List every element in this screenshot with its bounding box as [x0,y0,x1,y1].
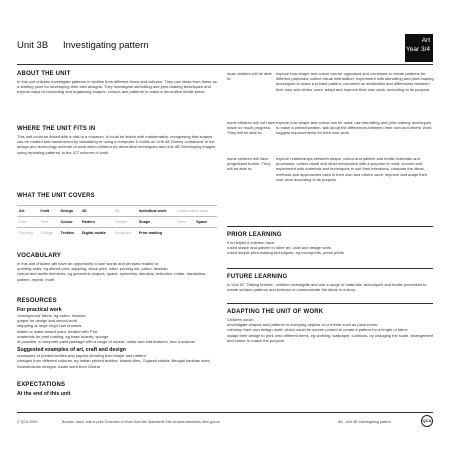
list-item: • printing skills, eg stencil print, stippling, block print, roller, printing ink, calico, hessian [17,266,217,271]
practical-heading: For practical work [17,307,62,313]
covers-cell: Form [175,217,194,228]
footer-divider [17,412,433,413]
footer-notice: Browse, save, edit or print Schemes of Work from the Standards Site at www.standards.dfes.gov.uk [62,420,221,424]
prior-divider [227,226,433,227]
covers-cell: Space [194,217,217,228]
list-item: • designs from different cultures, eg Indian printed textiles, Islamic tiles, Gujarati shisha, Bengali kanthas work, Scandinavian designs, Asafo work from Ghana [17,358,217,368]
covers-cell: Sculpture [113,228,137,239]
about-section [17,71,217,95]
vocab-section [17,253,217,282]
list-item: • investigate shapes and patterns in everyday objects on a theme such as plant forms [227,322,434,327]
covers-cell: Line [17,217,38,228]
covers-cell: Art [17,206,38,217]
future-heading: FUTURE LEARNING [227,274,288,280]
covers-cell: Collaborative work [175,206,217,217]
covers-cell: Individual work [137,206,175,217]
level-text-some-further: explore relationships between shape, colour and pattern and textile materials and processes; collect visual and other information with a purpose in mind; choose and experiment with materials and techniques to suit their intentions; compare the ideas, methods and approaches used in their own and others' work; improve and adapt their own work according to its purpose [276,156,428,182]
vocab-list [17,266,217,282]
fits-section [17,126,217,155]
covers-cell: Digital media [80,228,113,239]
list-item: • used shape and pattern in other art, craft and design work [227,245,434,250]
covers-row [17,206,217,217]
fits-text: This unit could be linked with a visit to a museum. It could be linked with mathematics: recognising that shapes can be rotated and transformed by visualising or using a computer. It builds on Unit 4A 'Money containers' in the design and technology scheme of work when children try decorative techniques and Unit 4B 'Developing images using repeating patterns' in the ICT scheme of work. [17,134,216,155]
subject-badge [405,34,433,62]
year-label: Year 3/4 [406,46,430,53]
covers-cell: Pattern [80,217,113,228]
adapting-heading: ADAPTING THE UNIT OF WORK [227,309,324,315]
covers-row [17,228,217,239]
covers-cell: Textiles [58,228,79,239]
prior-intro: It is helpful if children have: [227,240,276,245]
list-item: • develop their own design motif, which could be screen printed to create a pattern for a length of fabric [227,327,434,332]
adapting-divider [227,303,433,304]
list-item: • paper for design and stencil work [17,318,217,323]
qca-logo: QCA [421,415,433,427]
covers-cell: Tone [38,217,58,228]
practical-list [17,313,217,344]
covers-cell: Painting [17,228,38,239]
covers-table [17,205,217,238]
list-item: • materials for print making, eg base boards, sponge [17,334,217,339]
list-item: • fabric or water-based paint, treated with PVA [17,329,217,334]
examples-list [17,353,217,369]
level-text-some-less: explore how shape and colour can be used; use stencilling and print-making techniques to make a printed pattern; talk about the differences between their own and others' work; suggest improvements for their own work [276,120,433,136]
expectations-subheading: At the end of this unit [17,391,71,397]
unit-number: Unit 3B [17,40,49,51]
covers-cell: Collage [38,228,58,239]
expectations-section [17,382,217,397]
adapting-list [227,322,434,343]
list-item: • if possible, a computer paint package with a range of repeat, rotate and edit features, and a scanner [17,339,217,344]
adapting-section [227,309,434,343]
future-text: In Unit 5C 'Talking textiles', children investigate and use a range of materials, techniques and textile processes to create surface patterns and textures to communicate the ideas in a story. [227,282,427,293]
covers-cell: 3D [113,206,137,217]
copyright: © QCA 2000 [17,420,38,424]
subject-label: Art [421,37,430,44]
list-item: • used simple print-making techniques, eg monoprints, press prints [227,250,434,255]
footer-unit-label: Art - Unit 3B Investigating pattern [338,420,391,424]
future-section [227,274,434,292]
covers-cell: Colour [58,217,79,228]
header-divider [17,64,433,65]
covers-cell: Craft [38,206,58,217]
future-divider [227,268,433,269]
level-label-some-further: some children will have progressed further. They will be able to: [227,156,271,172]
vocab-heading: VOCABULARY [17,253,62,259]
list-item: • visual and tactile elements, eg geometric shapes, space, symmetry, identical, reflective, rotate, translation, pattern, repeat, motif [17,271,217,281]
examples-heading: Suggested examples of art, craft and design [17,347,126,354]
list-item: • stippling or large hog's hair brushes [17,323,217,328]
resources-heading: RESOURCES [17,298,57,304]
fits-heading: WHERE THE UNIT FITS IN [17,126,96,132]
covers-cell: Print making [137,228,217,239]
unit-title: Investigating pattern [63,40,149,51]
expectations-heading: EXPECTATIONS [17,382,66,388]
level-label-some-less: some children will not have made so much progress. They will be able to: [227,120,276,136]
covers-cell: Design [58,206,79,217]
covers-row [17,217,217,228]
vocab-intro: In this unit children will have an opportunity to use words and phrases related to: [17,261,160,266]
page-title [17,40,149,51]
covers-heading: WHAT THE UNIT COVERS [17,193,95,199]
about-heading: ABOUT THE UNIT [17,71,71,77]
covers-cell: Shape [137,217,175,228]
list-item: • 'background' fabric, eg calico, hessian [17,313,217,318]
list-item: • adapt their design to print onto different items, eg clothing, wallpaper, cushions, by changing the scale, arrangement and colour to match the purpose [227,333,434,343]
list-item: • examples of printed textiles and papers showing bold shape and pattern [17,353,217,358]
resources-section [17,298,217,369]
prior-heading: PRIOR LEARNING [227,232,282,238]
about-text: In this unit children investigate patterns in textiles from different times and cultures. They use ideas from these as a starting point for developing their own designs. They investigate stencilling and print-making techniques and explore ways of combining and organising shapes, colours and patterns to make a decorative textile piece. [17,79,217,95]
prior-section [227,232,434,256]
covers-cell: Texture [113,217,137,228]
covers-cell: 2D [80,206,113,217]
level-text-most: explore how shape and colour can be organised and combined to create patterns for different purposes; collect visual information; experiment with stencilling and print-making techniques to make a printed pattern; comment on similarities and differences between their own and others' work; adapt and improve their own work, according to its purpose [276,71,434,92]
prior-list [227,245,434,255]
level-label-most: most children will be able to: [227,71,272,82]
adapting-intro: Children could: [227,317,254,322]
